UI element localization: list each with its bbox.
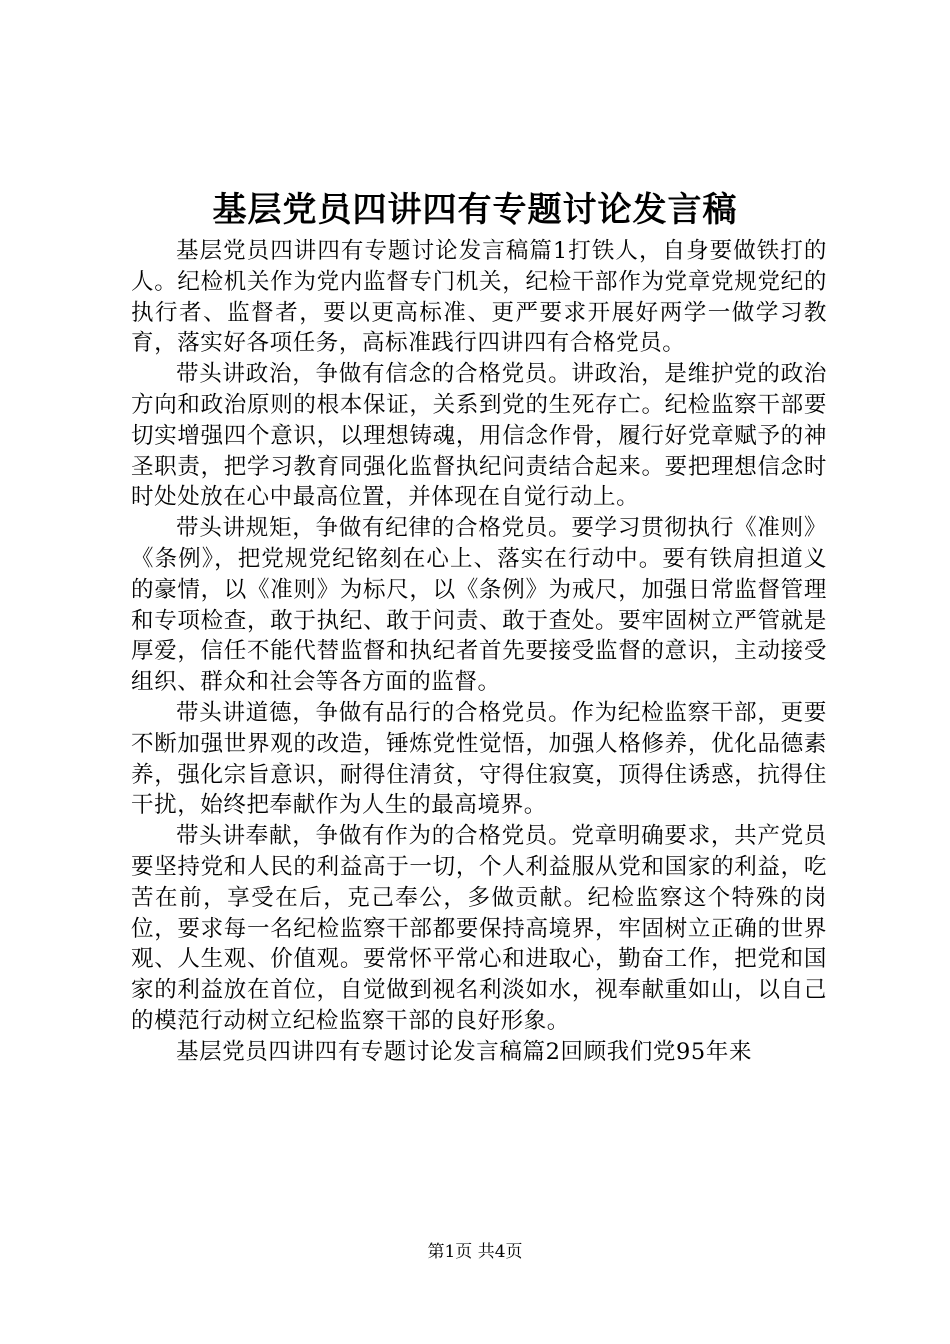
paragraph: 带头讲道德，争做有品行的合格党员。作为纪检监察干部，更要不断加强世界观的改造，锤炼党性觉悟，加强人格修养，优化品德素养，强化宗旨意识，耐得住清贫，守得住寂寞，顶得住诱惑，抗得住干扰，始终把奉献作为人生的最高境界。 — [131, 699, 827, 819]
document-body — [131, 236, 827, 1068]
paragraph: 带头讲政治，争做有信念的合格党员。讲政治，是维护党的政治方向和政治原则的根本保证，关系到党的生死存亡。纪检监察干部要切实增强四个意识，以理想铸魂，用信念作骨，履行好党章赋予的神圣职责，把学习教育同强化监督执纪问责结合起来。要把理想信念时时处处放在心中最高位置，并体现在自觉行动上。 — [131, 361, 827, 511]
document-title: 基层党员四讲四有专题讨论发言稿 — [212, 190, 738, 230]
paragraph: 基层党员四讲四有专题讨论发言稿篇1打铁人，自身要做铁打的人。纪检机关作为党内监督专门机关，纪检干部作为党章党规党纪的执行者、监督者，要以更高标准、更严要求开展好两学一做学习教育，落实好各项任务，高标准践行四讲四有合格党员。 — [131, 238, 827, 357]
paragraph: 带头讲规矩，争做有纪律的合格党员。要学习贯彻执行《准则》《条例》，把党规党纪铭刻在心上、落实在行动中。要有铁肩担道义的豪情，以《准则》为标尺，以《条例》为戒尺，加强日常监督管理和专项检查，敢于执纪、敢于问责、敢于查处。要牢固树立严管就是厚爱，信任不能代替监督和执纪者首先要接受监督的意识，主动接受组织、群众和社会等各方面的监督。 — [131, 515, 827, 696]
paragraph: 基层党员四讲四有专题讨论发言稿篇2回顾我们党95年来 — [176, 1038, 753, 1065]
paragraph: 带头讲奉献，争做有作为的合格党员。党章明确要求，共产党员要坚持党和人民的利益高于一切，个人利益服从党和国家的利益，吃苦在前，享受在后，克己奉公，多做贡献。纪检监察这个特殊的岗位，要求每一名纪检监察干部都要保持高境界，牢固树立正确的世界观、人生观、价值观。要常怀平常心和进取心，勤奋工作，把党和国家的利益放在首位，自觉做到视名利淡如水，视奉献重如山，以自己的模范行动树立纪检监察干部的良好形象。 — [131, 823, 827, 1034]
page-number-footer: 第1页 共4页 — [427, 1242, 523, 1262]
